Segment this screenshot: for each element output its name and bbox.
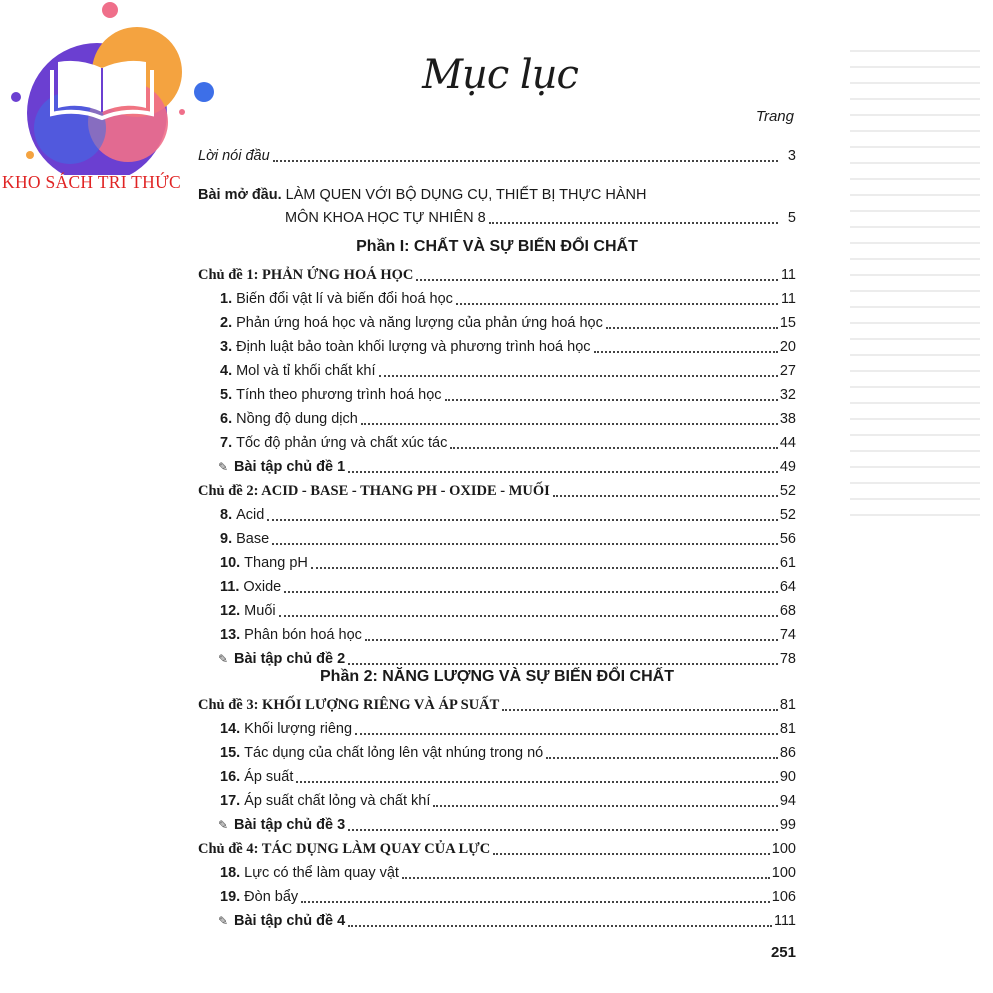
toc-page-number: 20 bbox=[779, 339, 796, 355]
toc-lesson-4[interactable] bbox=[198, 358, 796, 380]
exercise-title: Bài tập chủ đề 1 bbox=[234, 459, 346, 475]
dot-leader bbox=[450, 433, 778, 449]
lesson-number: 4. bbox=[220, 363, 233, 379]
toc-lesson-6[interactable] bbox=[198, 406, 796, 428]
toc-lesson-16[interactable] bbox=[198, 764, 796, 786]
toc-lesson-3[interactable] bbox=[198, 334, 796, 356]
dot-leader bbox=[456, 289, 778, 305]
toc-page-number: 78 bbox=[779, 651, 796, 667]
toc-page-number: 94 bbox=[779, 793, 796, 809]
lesson-title: Tác dụng của chất lỏng lên vật nhúng trong nó bbox=[244, 745, 544, 761]
lesson-number: 18. bbox=[220, 865, 241, 881]
exercise-title: Bài tập chủ đề 3 bbox=[234, 817, 346, 833]
toc-lesson-12[interactable] bbox=[198, 598, 796, 620]
lesson-number: 1. bbox=[220, 291, 233, 307]
dot-leader bbox=[546, 743, 778, 759]
toc-topic-label: Chủ đề 3: KHỐI LƯỢNG RIÊNG VÀ ÁP SUẤT bbox=[198, 697, 500, 713]
toc-page-number: 68 bbox=[779, 603, 796, 619]
toc-topic-1[interactable] bbox=[198, 262, 796, 284]
lesson-title: Phân bón hoá học bbox=[244, 627, 362, 643]
dot-leader bbox=[379, 361, 778, 377]
toc-page-number: 64 bbox=[779, 579, 796, 595]
lesson-title: Định luật bảo toàn khối lượng và phương trình hoá học bbox=[236, 339, 591, 355]
dot-leader bbox=[433, 791, 777, 807]
dot-leader bbox=[279, 601, 778, 617]
lesson-number: 17. bbox=[220, 793, 241, 809]
lesson-number: 7. bbox=[220, 435, 233, 451]
toc-page-number: 11 bbox=[780, 267, 796, 283]
toc-page-number: 56 bbox=[779, 531, 796, 547]
exercise-title: Bài tập chủ đề 2 bbox=[234, 651, 346, 667]
toc-page-number: 52 bbox=[779, 507, 796, 523]
toc-page-number: 111 bbox=[773, 913, 796, 929]
toc-page-number: 81 bbox=[779, 721, 796, 737]
dot-leader bbox=[445, 385, 778, 401]
logo-text: KHO SÁCH TRI THỨC bbox=[2, 172, 181, 192]
page-column-label: Trang bbox=[755, 108, 794, 125]
toc-lesson-14[interactable] bbox=[198, 716, 796, 738]
dot-leader bbox=[348, 911, 772, 927]
part-2-heading: Phần 2: NĂNG LƯỢNG VÀ SỰ BIẾN ĐỔI CHẤT bbox=[320, 668, 674, 685]
toc-topic-2[interactable] bbox=[198, 478, 796, 500]
toc-page-number: 5 bbox=[787, 210, 796, 226]
toc-entry-label: Lời nói đầu bbox=[198, 148, 270, 164]
lesson-number: 19. bbox=[220, 889, 241, 905]
lesson-number: 15. bbox=[220, 745, 241, 761]
pen-icon: ✎ bbox=[218, 652, 229, 666]
toc-lesson-1[interactable] bbox=[198, 286, 796, 308]
toc-entry-opening-line2[interactable] bbox=[198, 205, 796, 227]
pen-icon: ✎ bbox=[218, 914, 229, 928]
toc-exercise-topic-4[interactable] bbox=[198, 908, 796, 930]
lesson-title: Tốc độ phản ứng và chất xúc tác bbox=[236, 435, 448, 451]
exercise-title: Bài tập chủ đề 4 bbox=[234, 913, 346, 929]
lesson-number: 2. bbox=[220, 315, 233, 331]
toc-topic-4[interactable] bbox=[198, 836, 796, 858]
opening-prefix: Bài mở đầu. bbox=[198, 187, 282, 203]
dot-leader bbox=[348, 649, 778, 665]
toc-lesson-7[interactable] bbox=[198, 430, 796, 452]
lesson-title: Áp suất bbox=[244, 769, 294, 785]
dot-leader bbox=[606, 313, 778, 329]
toc-topic-label: Chủ đề 2: ACID - BASE - THANG PH - OXIDE - MUỐI bbox=[198, 483, 550, 499]
toc-page-number: 100 bbox=[771, 841, 796, 857]
toc-lesson-5[interactable] bbox=[198, 382, 796, 404]
lesson-number: 3. bbox=[220, 339, 233, 355]
pen-icon: ✎ bbox=[218, 818, 229, 832]
lesson-title: Lực có thể làm quay vật bbox=[244, 865, 399, 881]
toc-page-number: 49 bbox=[779, 459, 796, 475]
page-title: Mục lục bbox=[422, 52, 578, 98]
lesson-title: Base bbox=[236, 531, 270, 547]
toc-page-number: 15 bbox=[779, 315, 796, 331]
dot-leader bbox=[267, 505, 778, 521]
dot-leader bbox=[365, 625, 778, 641]
opening-title-line2: MÔN KHOA HỌC TỰ NHIÊN 8 bbox=[285, 210, 486, 226]
toc-page-number: 11 bbox=[780, 291, 796, 307]
toc-topic-3[interactable] bbox=[198, 692, 796, 714]
lesson-title: Khối lượng riêng bbox=[244, 721, 353, 737]
toc-lesson-19[interactable] bbox=[198, 884, 796, 906]
pen-icon: ✎ bbox=[218, 460, 229, 474]
dot-leader bbox=[273, 146, 778, 162]
toc-page-number: 74 bbox=[779, 627, 796, 643]
toc-lesson-15[interactable] bbox=[198, 740, 796, 762]
toc-lesson-13[interactable] bbox=[198, 622, 796, 644]
page-number: 251 bbox=[770, 944, 796, 961]
dot-leader bbox=[416, 265, 778, 281]
lesson-title: Áp suất chất lỏng và chất khí bbox=[244, 793, 431, 809]
part-1-heading: Phần I: CHẤT VÀ SỰ BIẾN ĐỔI CHẤT bbox=[356, 238, 638, 255]
lesson-number: 6. bbox=[220, 411, 233, 427]
toc-page-number: 3 bbox=[787, 148, 796, 164]
toc-page-number: 44 bbox=[779, 435, 796, 451]
lesson-number: 10. bbox=[220, 555, 241, 571]
toc-page-number: 61 bbox=[779, 555, 796, 571]
lesson-title: Thang pH bbox=[244, 555, 308, 571]
toc-page-number: 106 bbox=[771, 889, 796, 905]
dot-leader bbox=[348, 457, 778, 473]
lesson-number: 16. bbox=[220, 769, 241, 785]
toc-topic-label: Chủ đề 1: PHẢN ỨNG HOÁ HỌC bbox=[198, 267, 414, 283]
toc-lesson-17[interactable] bbox=[198, 788, 796, 810]
dot-leader bbox=[361, 409, 778, 425]
toc-lesson-11[interactable] bbox=[198, 574, 796, 596]
lesson-title: Acid bbox=[236, 507, 265, 523]
toc-lesson-10[interactable] bbox=[198, 550, 796, 572]
toc-page-number: 99 bbox=[779, 817, 796, 833]
toc-page-number: 38 bbox=[779, 411, 796, 427]
dot-leader bbox=[355, 719, 778, 735]
dot-leader bbox=[489, 208, 778, 224]
dot-leader bbox=[272, 529, 778, 545]
dot-leader bbox=[284, 577, 778, 593]
dot-leader bbox=[502, 695, 778, 711]
lesson-title: Đòn bẩy bbox=[244, 889, 299, 905]
toc-lesson-2[interactable] bbox=[198, 310, 796, 332]
toc-page-number: 27 bbox=[779, 363, 796, 379]
lesson-title: Oxide bbox=[243, 579, 282, 595]
toc-lesson-8[interactable] bbox=[198, 502, 796, 524]
toc-lesson-9[interactable] bbox=[198, 526, 796, 548]
lesson-title: Phản ứng hoá học và năng lượng của phản ứng hoá học bbox=[236, 315, 603, 331]
lesson-number: 13. bbox=[220, 627, 241, 643]
toc-lesson-18[interactable] bbox=[198, 860, 796, 882]
toc-entry-opening-line1[interactable] bbox=[198, 187, 646, 203]
toc-page-number: 52 bbox=[779, 483, 796, 499]
dot-leader bbox=[594, 337, 778, 353]
dot-leader bbox=[296, 767, 778, 783]
lesson-title: Tính theo phương trình hoá học bbox=[236, 387, 442, 403]
lesson-title: Muối bbox=[244, 603, 276, 619]
logo bbox=[0, 0, 230, 200]
toc-page-number: 32 bbox=[779, 387, 796, 403]
toc-page-number: 81 bbox=[779, 697, 796, 713]
toc-page-number: 86 bbox=[779, 745, 796, 761]
show-through-ghost bbox=[850, 40, 980, 940]
dot-leader bbox=[553, 481, 778, 497]
dot-leader bbox=[493, 839, 770, 855]
toc-exercise-topic-2[interactable] bbox=[198, 646, 796, 668]
toc-entry-intro[interactable] bbox=[198, 143, 796, 165]
dot-leader bbox=[348, 815, 778, 831]
open-book-icon bbox=[0, 0, 230, 175]
lesson-number: 14. bbox=[220, 721, 241, 737]
opening-title-line1: LÀM QUEN VỚI BỘ DỤNG CỤ, THIẾT BỊ THỰC HÀNH bbox=[285, 187, 647, 203]
dot-leader bbox=[311, 553, 778, 569]
dot-leader bbox=[301, 887, 770, 903]
lesson-number: 11. bbox=[220, 579, 240, 595]
toc-page-number: 100 bbox=[771, 865, 796, 881]
dot-leader bbox=[402, 863, 770, 879]
lesson-number: 12. bbox=[220, 603, 241, 619]
lesson-title: Nồng độ dung dịch bbox=[236, 411, 358, 427]
toc-topic-label: Chủ đề 4: TÁC DỤNG LÀM QUAY CỦA LỰC bbox=[198, 841, 491, 857]
lesson-number: 8. bbox=[220, 507, 233, 523]
lesson-number: 9. bbox=[220, 531, 233, 547]
lesson-number: 5. bbox=[220, 387, 233, 403]
lesson-title: Biến đổi vật lí và biến đổi hoá học bbox=[236, 291, 453, 307]
toc-exercise-topic-1[interactable] bbox=[198, 454, 796, 476]
toc-exercise-topic-3[interactable] bbox=[198, 812, 796, 834]
toc-page-number: 90 bbox=[779, 769, 796, 785]
lesson-title: Mol và tỉ khối chất khí bbox=[236, 363, 376, 379]
